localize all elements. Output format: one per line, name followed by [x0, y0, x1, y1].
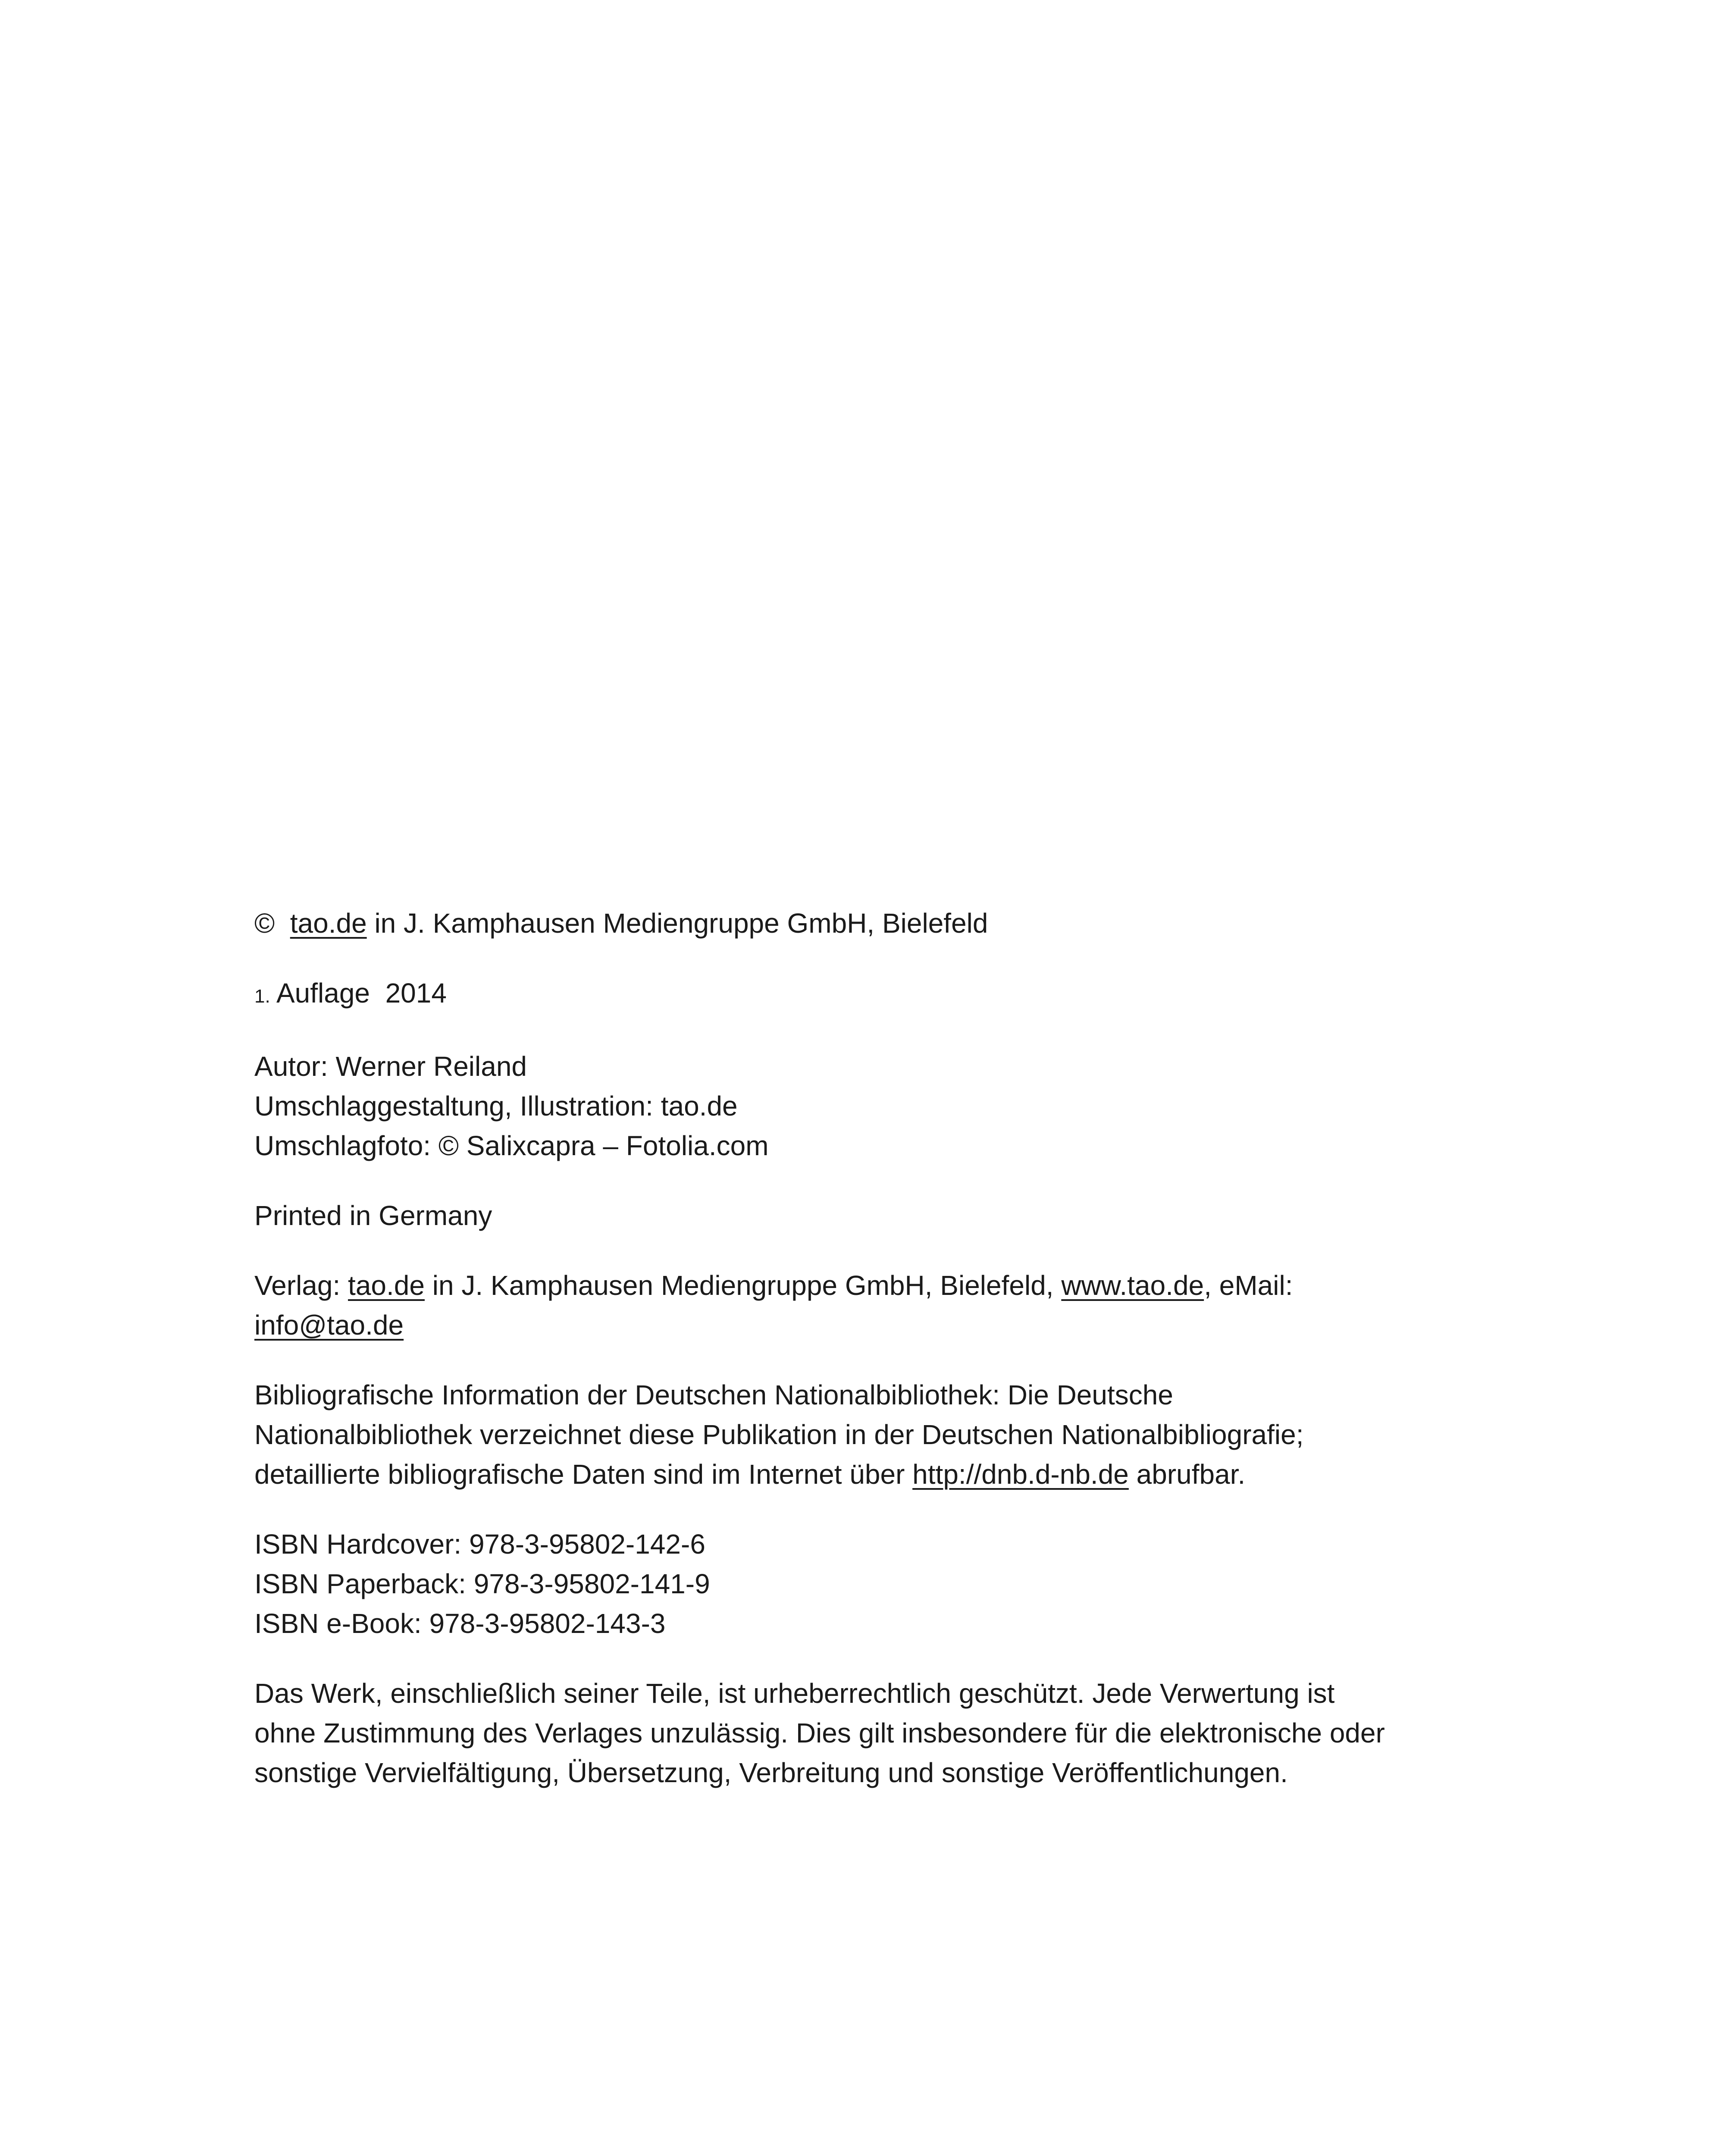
publisher-email-link[interactable]: info@tao.de: [254, 1310, 404, 1341]
publisher-email-prefix: , eMail:: [1204, 1270, 1293, 1301]
edition-line: [254, 973, 1505, 1016]
rights-line-1: Das Werk, einschließlich seiner Teile, ist urheberrechtlich geschützt. Jede Verwertung ist: [254, 1678, 1335, 1709]
bibliographic-block: [254, 1375, 1505, 1494]
publisher-prefix: Verlag:: [254, 1270, 348, 1301]
bibliographic-line-1: Bibliografische Information der Deutschen Nationalbibliothek: Die Deutsche: [254, 1379, 1173, 1410]
bibliographic-line-2: Nationalbibliothek verzeichnet diese Publikation in der Deutschen Nationalbibliografie;: [254, 1419, 1304, 1450]
rights-line-3: sonstige Vervielfältigung, Übersetzung, Verbreitung und sonstige Veröffentlichungen.: [254, 1757, 1288, 1788]
printed-line: Printed in Germany: [254, 1200, 492, 1231]
isbn-block: [254, 1524, 1505, 1643]
bibliographic-line-3: [254, 1454, 1505, 1494]
edition-label: Auflage: [276, 978, 370, 1009]
publisher-www-link[interactable]: www.tao.de: [1061, 1270, 1204, 1301]
edition-number: 1.: [254, 986, 270, 1007]
isbn-ebook: ISBN e-Book: 978-3-95802-143-3: [254, 1608, 666, 1639]
cover-design-line: Umschlaggestaltung, Illustration: tao.de: [254, 1091, 738, 1122]
bibliographic-line-3-prefix: detaillierte bibliografische Daten sind im Internet über: [254, 1459, 913, 1490]
bibliographic-line-3-suffix: abrufbar.: [1128, 1459, 1246, 1490]
rights-block: [254, 1673, 1505, 1792]
edition-year: 2014: [385, 978, 447, 1009]
isbn-paperback: ISBN Paperback: 978-3-95802-141-9: [254, 1568, 710, 1599]
imprint-content: [254, 903, 1505, 1792]
publisher-tao-link[interactable]: tao.de: [348, 1270, 425, 1301]
copyright-publisher-text: in J. Kamphausen Mediengruppe GmbH, Bielefeld: [366, 908, 988, 939]
rights-line-2: ohne Zustimmung des Verlages unzulässig. Dies gilt insbesondere für die elektronische oder: [254, 1717, 1385, 1749]
copyright-tao-link[interactable]: tao.de: [290, 908, 367, 939]
author-line: Autor: Werner Reiland: [254, 1051, 527, 1082]
isbn-hardcover: ISBN Hardcover: 978-3-95802-142-6: [254, 1529, 705, 1560]
copyright-symbol: ©: [254, 908, 275, 939]
dnb-link[interactable]: http://dnb.d-nb.de: [912, 1459, 1129, 1490]
publisher-middle: in J. Kamphausen Mediengruppe GmbH, Bielefeld,: [424, 1270, 1062, 1301]
publisher-line: [254, 1266, 1505, 1345]
credits-block: [254, 1047, 1505, 1166]
copyright-line: [254, 903, 1505, 943]
cover-photo-line: Umschlagfoto: © Salixcapra – Fotolia.com: [254, 1130, 769, 1161]
